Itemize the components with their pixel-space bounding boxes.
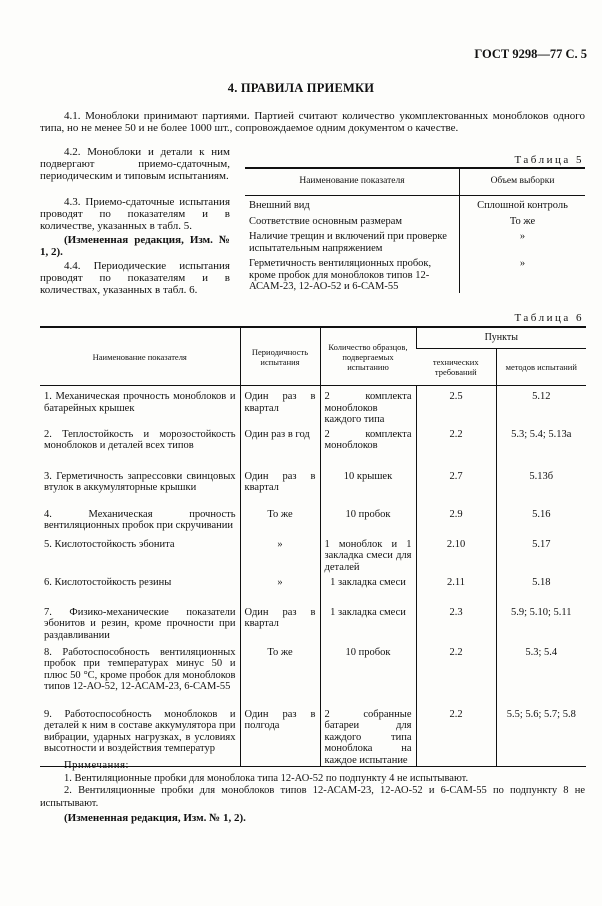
table-row: Соответствие основным размерам То же [245, 212, 585, 228]
table5-caption: Таблица 5 [514, 154, 584, 166]
table-row: 3. Герметичность запрессовки свинцовых втулок в аккумуляторные крышки Один раз в квартал 10 крышек 2.7 5.13б [40, 466, 586, 506]
table-row: 1. Механическая прочность моноблоков и батарейных крышек Один раз в квартал 2 комплекта моноблоков каждого типа 2.5 5.12 [40, 386, 586, 426]
table6-caption: Таблица 6 [514, 312, 584, 324]
page-header: ГОСТ 9298—77 С. 5 [474, 47, 587, 61]
table6-header-points: Пункты [416, 327, 586, 349]
table6-header-tech: технических требований [416, 349, 496, 386]
table-row: 5. Кислотостойкость эбонита » 1 моноблок и 1 закладка смеси для деталей 2.10 5.17 [40, 536, 586, 574]
table-row: Наличие трещин и включений при проверке испытательным напряжением » [245, 227, 585, 254]
table-row: 6. Кислотостойкость резины » 1 закладка смеси 2.11 5.18 [40, 574, 586, 604]
note-1: 1. Вентиляционные пробки для моноблока типа 12-АО-52 по подпункту 4 не испытывают. [64, 772, 469, 784]
section-title: 4. ПРАВИЛА ПРИЕМКИ [227, 81, 375, 95]
paragraph-4-3: 4.3. Приемо-сдаточные испытания проводят по показателям и в количестве, указанных в табл. 5. [40, 196, 230, 232]
table-row: 2. Теплостойкость и морозостойкость моноблоков и деталей всех типов Один раз в год 2 комплекта моноблоков 2.2 5.3; 5.4; 5.13а [40, 426, 586, 466]
paragraph-4-1: 4.1. Моноблоки принимают партиями. Партией считают количество укомплектованных моноблоков одного типа, но не менее 50 и не более 1000 шт., сопровождаемое одним документом о качестве. [40, 110, 585, 134]
amendment-note-2: (Измененная редакция, Изм. № 1, 2). [64, 812, 246, 824]
table-row: 4. Механическая прочность вентиляционных пробок при скручивании То же 10 пробок 2.9 5.16 [40, 506, 586, 536]
amendment-note: (Измененная редакция, Изм. № 1, 2). [40, 234, 230, 258]
table6-header-name: Наименование показателя [40, 327, 240, 386]
table-row: 9. Работоспособность моноблоков и деталей к ним в составе аккумулятора при вибрации, ударных нагрузках, в условиях высотности и воздействия температур Один раз в полгода 2 собранные батареи для каждого типа моноблока на каждое испытание 2.2 5.5; 5.6; 5.7; 5.8 [40, 706, 586, 767]
note-2: 2. Вентиляционные пробки для моноблоков типов 12-АСАМ-23, 12-АО-52 и 6-САМ-55 по подпункту 8 не испытывают. [40, 785, 585, 809]
notes-title: Примечания: [64, 760, 130, 771]
table-5 [245, 167, 585, 293]
table6-header-qty: Количество образцов, подвергаемых испытанию [320, 327, 416, 386]
table6-header-period: Периодичность испытания [240, 327, 320, 386]
paragraph-4-2: 4.2. Моноблоки и детали к ним подвергают приемо-сдаточным, периодическим и типовым испытаниям. [40, 146, 230, 182]
table-row: Внешний вид Сплошной контроль [245, 196, 585, 212]
paragraph-4-4: 4.4. Периодические испытания проводят по показателям и в количествах, указанных в табл. 6. [40, 260, 230, 296]
table-row: 7. Физико-механические показатели эбонитов и резин, кроме прочности при раздавливании Один раз в квартал 1 закладка смеси 2.3 5.9; 5.10; 5.11 [40, 604, 586, 644]
table-6 [40, 326, 586, 767]
notes-block [40, 760, 585, 810]
table-row: Герметичность вентиляционных пробок, кроме пробок для моноблоков типов 12-АСАМ-23, 12-АО-52 и 6-САМ-55 » [245, 254, 585, 293]
table6-header-methods: методов испытаний [496, 349, 586, 386]
table5-header-name: Наименование показателя [245, 168, 460, 196]
table5-header-volume: Объем выборки [460, 168, 586, 196]
table-row: 8. Работоспособность вентиляционных пробок при температурах минус 50 и плюс 50 °С, кроме пробок для моноблоков типов 12-АО-52, 12-АСАМ-23, 6-САМ-55 То же 10 пробок 2.2 5.3; 5.4 [40, 644, 586, 706]
